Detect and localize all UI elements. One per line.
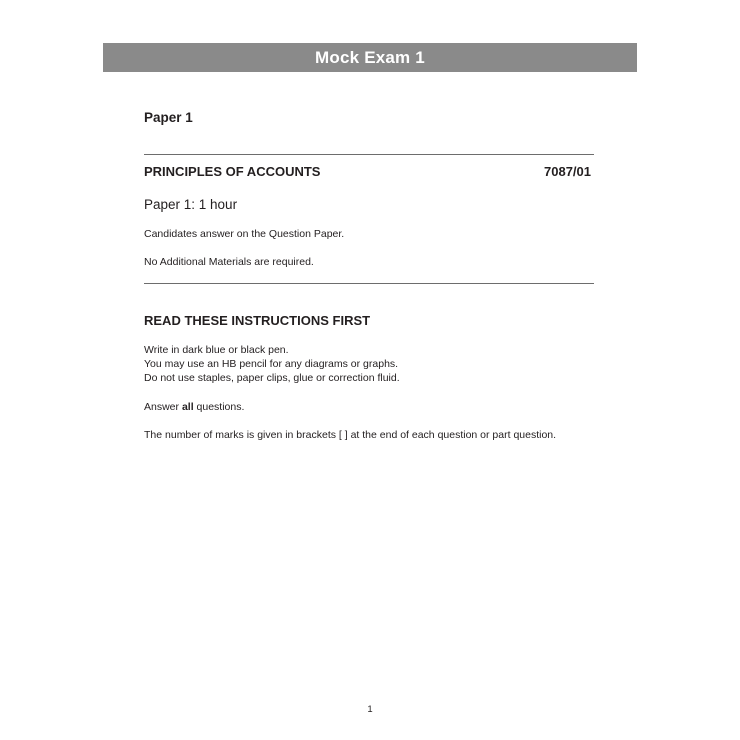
instructions-list [144, 343, 400, 385]
page-number: 1 [367, 704, 373, 715]
answer-all-instruction [144, 400, 244, 414]
materials-note: No Additional Materials are required. [144, 256, 314, 268]
answer-on-note: Candidates answer on the Question Paper. [144, 228, 345, 240]
answer-prefix: Answer [144, 401, 182, 413]
instruction-line: Do not use staples, paper clips, glue or correction fluid. [144, 372, 400, 384]
paper-duration: Paper 1: 1 hour [144, 197, 238, 212]
instruction-line: Write in dark blue or black pen. [144, 344, 289, 356]
instruction-line: You may use an HB pencil for any diagrams or graphs. [144, 358, 399, 370]
instructions-heading: READ THESE INSTRUCTIONS FIRST [144, 313, 371, 328]
answer-suffix: questions. [193, 401, 245, 413]
subject-code: 7087/01 [544, 164, 591, 179]
paper-label: Paper 1 [144, 110, 193, 125]
marks-note: The number of marks is given in brackets [ ] at the end of each question or part question. [144, 429, 557, 441]
subject-title: PRINCIPLES OF ACCOUNTS [144, 164, 321, 179]
answer-emphasis: all [181, 401, 194, 413]
header-bar [103, 43, 637, 72]
divider-bottom [144, 283, 594, 284]
exam-title: Mock Exam 1 [315, 47, 425, 67]
divider-top [144, 154, 594, 155]
subject-row [144, 164, 594, 179]
